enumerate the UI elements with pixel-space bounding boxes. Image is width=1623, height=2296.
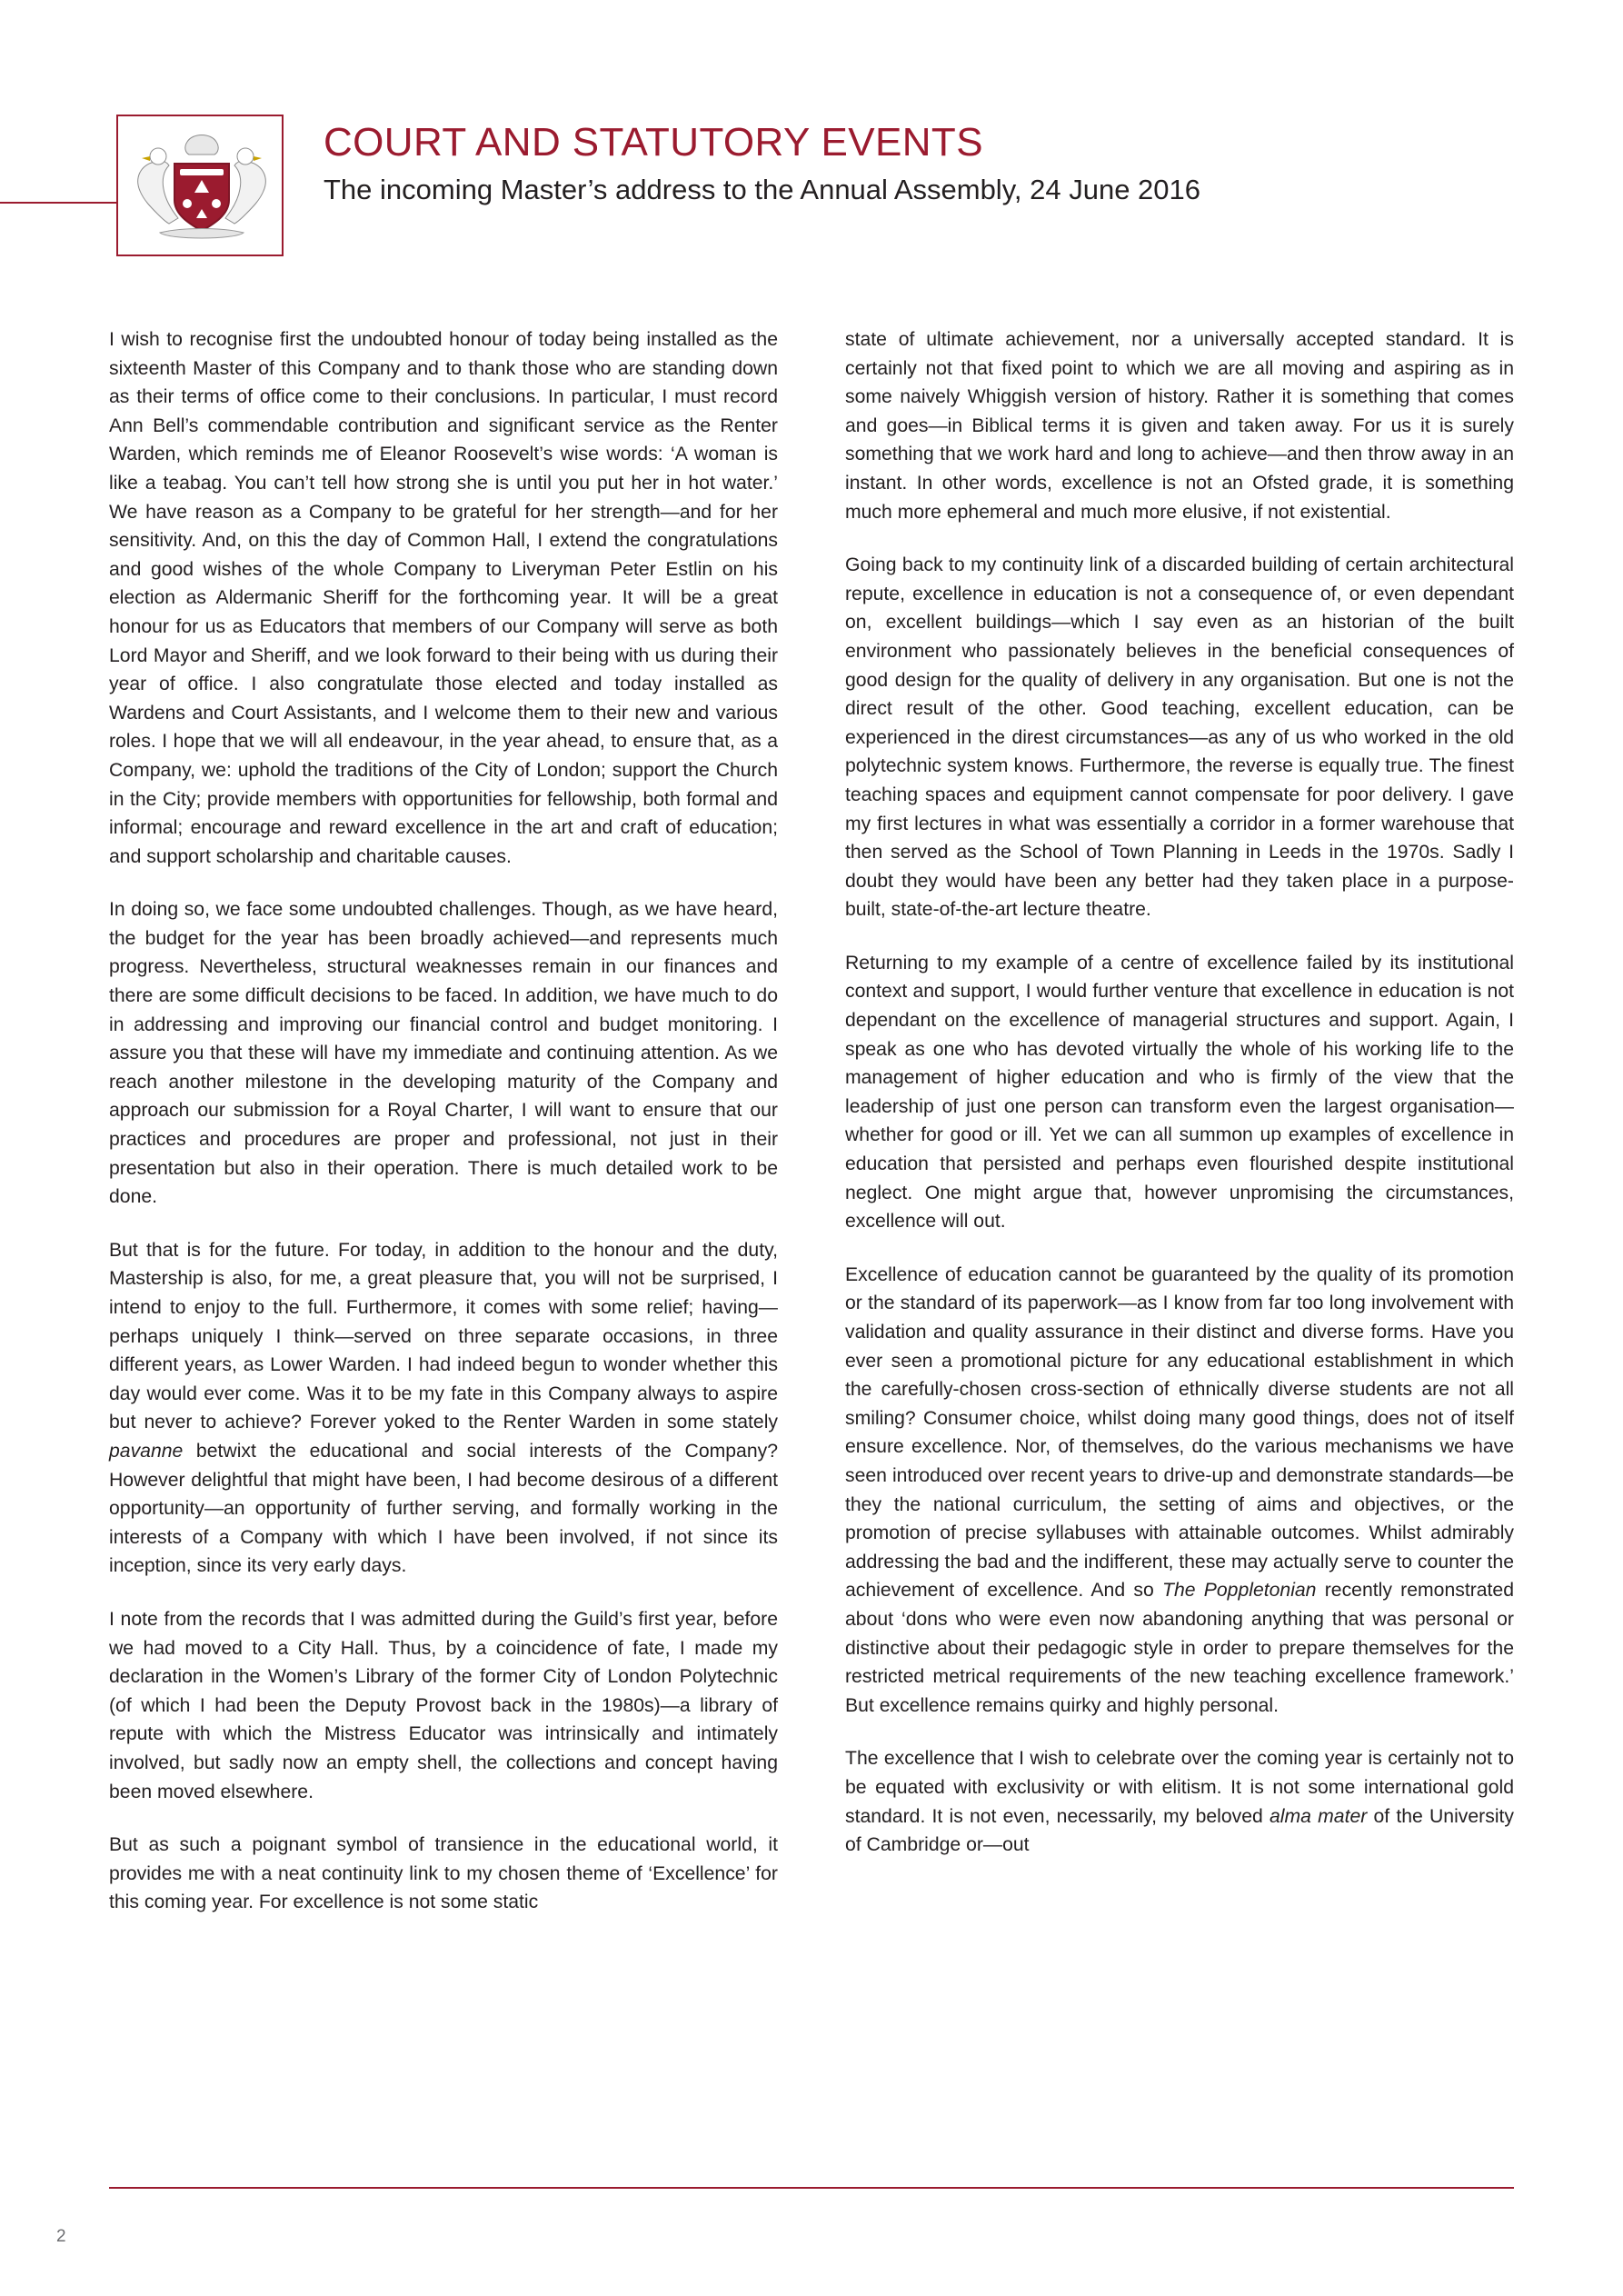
paragraph: state of ultimate achievement, nor a universally accepted standard. It is certainly not that fixed point to which we are all moving and aspiring as in some naively Whiggish version of history. Rather it is something that comes and goes—in Biblical terms it is given and taken away. For us it is surely something that we work hard and long to achieve—and then throw away in an instant. In other words, excellence is not an Ofsted grade, it is something much more ephemeral and much more elusive, if not existential. [845,329,1514,523]
page-subtitle: The incoming Master’s address to the Annual Assembly, 24 June 2016 [324,174,1201,206]
page-number: 2 [56,2227,66,2246]
paragraph: But as such a poignant symbol of transience in the educational world, it provides me with a neat continuity link to my chosen theme of ‘Excellence’ for this coming year. For excellence is not some static [109,1834,778,1913]
header-accent-rule [0,202,118,204]
crest-frame [116,115,284,256]
column-left [109,325,778,1917]
paragraph: The excellence that I wish to celebrate over the coming year is certainly not to be equated with exclusivity or with elitism. It is not some international gold standard. It is not even, necessarily, my beloved alma mater of the University of Cambridge or—out [845,1748,1515,1856]
paragraph: Excellence of education cannot be guaranteed by the quality of its promotion or the standard of its paperwork—as I know from far too long involvement with validation and quality assurance in their distinct and diverse forms. Have you ever seen a promotional picture for any educational establishment in which the carefully-chosen cross-section of ethnically diverse students are not all smiling? Consumer choice, whilst doing many good things, does not of itself ensure excellence. Nor, of themselves, do the various mechanisms we have seen introduced over recent years to drive-up and demonstrate standards—be they the national curriculum, the setting of aims and objectives, or the promotion of precise syllabuses with attainable outcomes. Whilst admirably addressing the bad and the indifferent, these may actually serve to counter the achievement of excellence. And so The Poppletonian recently remonstrated about ‘dons who were even now abandoning anything that was personal or distinctive about their pedagogic style in order to prepare themselves for the restricted metrical requirements of the new teaching excellence framework.’ But excellence remains quirky and highly personal. [845,1263,1514,1716]
coat-of-arms-crest-icon [127,124,276,251]
page-title: COURT AND STATUTORY EVENTS [324,120,983,165]
paragraph: Going back to my continuity link of a discarded building of certain architectural repute, excellence in education is not a consequence of, or even dependant on, excellent buildings—which I say even as an historian of the built environment who passionately believes in the beneficial consequences of good design for the quality of delivery in any organisation. But one is not the direct result of the other. Good teaching, excellent education, can be experienced in the direst circumstances—as any of us who worked in the old polytechnic system knows. Furthermore, the reverse is equally true. The finest teaching spaces and equipment cannot compensate for poor delivery. I gave my first lectures in what was essentially a corridor in a former warehouse that then served as the School of Town Planning in Leeds in the 1970s. Sadly I doubt they would have been any better had they taken place in a purpose-built, state-of-the-art lecture theatre. [845,554,1514,921]
header-text-block [324,122,1505,205]
paragraph: Returning to my example of a centre of excellence failed by its institutional context and support, I would further venture that excellence in education is not dependant on the excellence of managerial structures and support. Again, I speak as one who has devoted virtually the whole of his working life to the management of higher education and who is firmly of the view that the leadership of just one person can transform even the largest organisation—whether for good or ill. Yet we can all summon up examples of excellence in education that persisted and perhaps even flourished despite institutional neglect. One might argue that, however unpromising the circumstances, excellence will out. [845,952,1514,1233]
page-header [0,87,1623,260]
paragraph: But that is for the future. For today, in addition to the honour and the duty, Mastership is also, for me, a great pleasure that, you will not be surprised, I intend to enjoy to the full. Furthermore, it comes with some relief; having—perhaps uniquely I think—served on three separate occasions, in three different years, as Lower Warden. I had indeed begun to wonder whether this day would ever come. Was it to be my fate in this Company always to aspire but never to achieve? Forever yoked to the Renter Warden in some stately pavanne betwixt the educational and social interests of the Company? However delightful that might have been, I had become desirous of a different opportunity—an opportunity of further serving, and formally working in the interests of a Company with which I have been involved, if not since its inception, since its very early days. [109,1239,778,1577]
paragraph: In doing so, we face some undoubted challenges. Though, as we have heard, the budget for the year has been broadly achieved—and represents much progress. Nevertheless, structural weaknesses remain in our finances and there are some difficult decisions to be faced. In addition, we have much to do in addressing and improving our financial control and budget monitoring. I assure you that these will have my immediate and continuing attention. As we reach another milestone in the developing maturity of the Company and approach our submission for a Royal Charter, I will want to ensure that our practices and procedures are proper and professional, not just in their presentation but also in their operation. There is much detailed work to be done. [109,899,778,1208]
article-body [109,325,1514,1917]
footer-accent-rule [109,2187,1514,2189]
column-right [845,325,1514,1917]
paragraph: I note from the records that I was admitted during the Guild’s first year, before we had moved to a City Hall. Thus, by a coincidence of fate, I made my declaration in the Women’s Library of the former City of London Polytechnic (of which I had been the Deputy Provost back in the 1980s)—a library of repute with which the Mistress Educator was intrinsically and intimately involved, but sadly now an empty shell, the collections and concept having been moved elsewhere. [109,1608,778,1802]
paragraph: I wish to recognise first the undoubted honour of today being installed as the sixteenth Master of this Company and to thank those who are standing down as their terms of office come to their conclusions. In particular, I must record Ann Bell’s commendable contribution and significant service as the Renter Warden, which reminds me of Eleanor Roosevelt’s wise words: ‘A woman is like a teabag. You can’t tell how strong she is until you put her in hot water.’ We have reason as a Company to be grateful for her strength—and for her sensitivity. And, on this the day of Common Hall, I extend the congratulations and good wishes of the whole Company to Liveryman Peter Estlin on his election as Aldermanic Sheriff for the forthcoming year. It will be a great honour for us as Educators that members of our Company will serve as both Lord Mayor and Sheriff, and we look forward to their being with us during their year of office. I also congratulate those elected and today installed as Wardens and Court Assistants, and I welcome them to their new and various roles. I hope that we will all endeavour, in the year ahead, to ensure that, as a Company, we: uphold the traditions of the City of London; support the Church in the City; provide members with opportunities for fellowship, both formal and informal; encourage and reward excellence in the art and craft of education; and support scholarship and charitable causes. [109,329,778,867]
